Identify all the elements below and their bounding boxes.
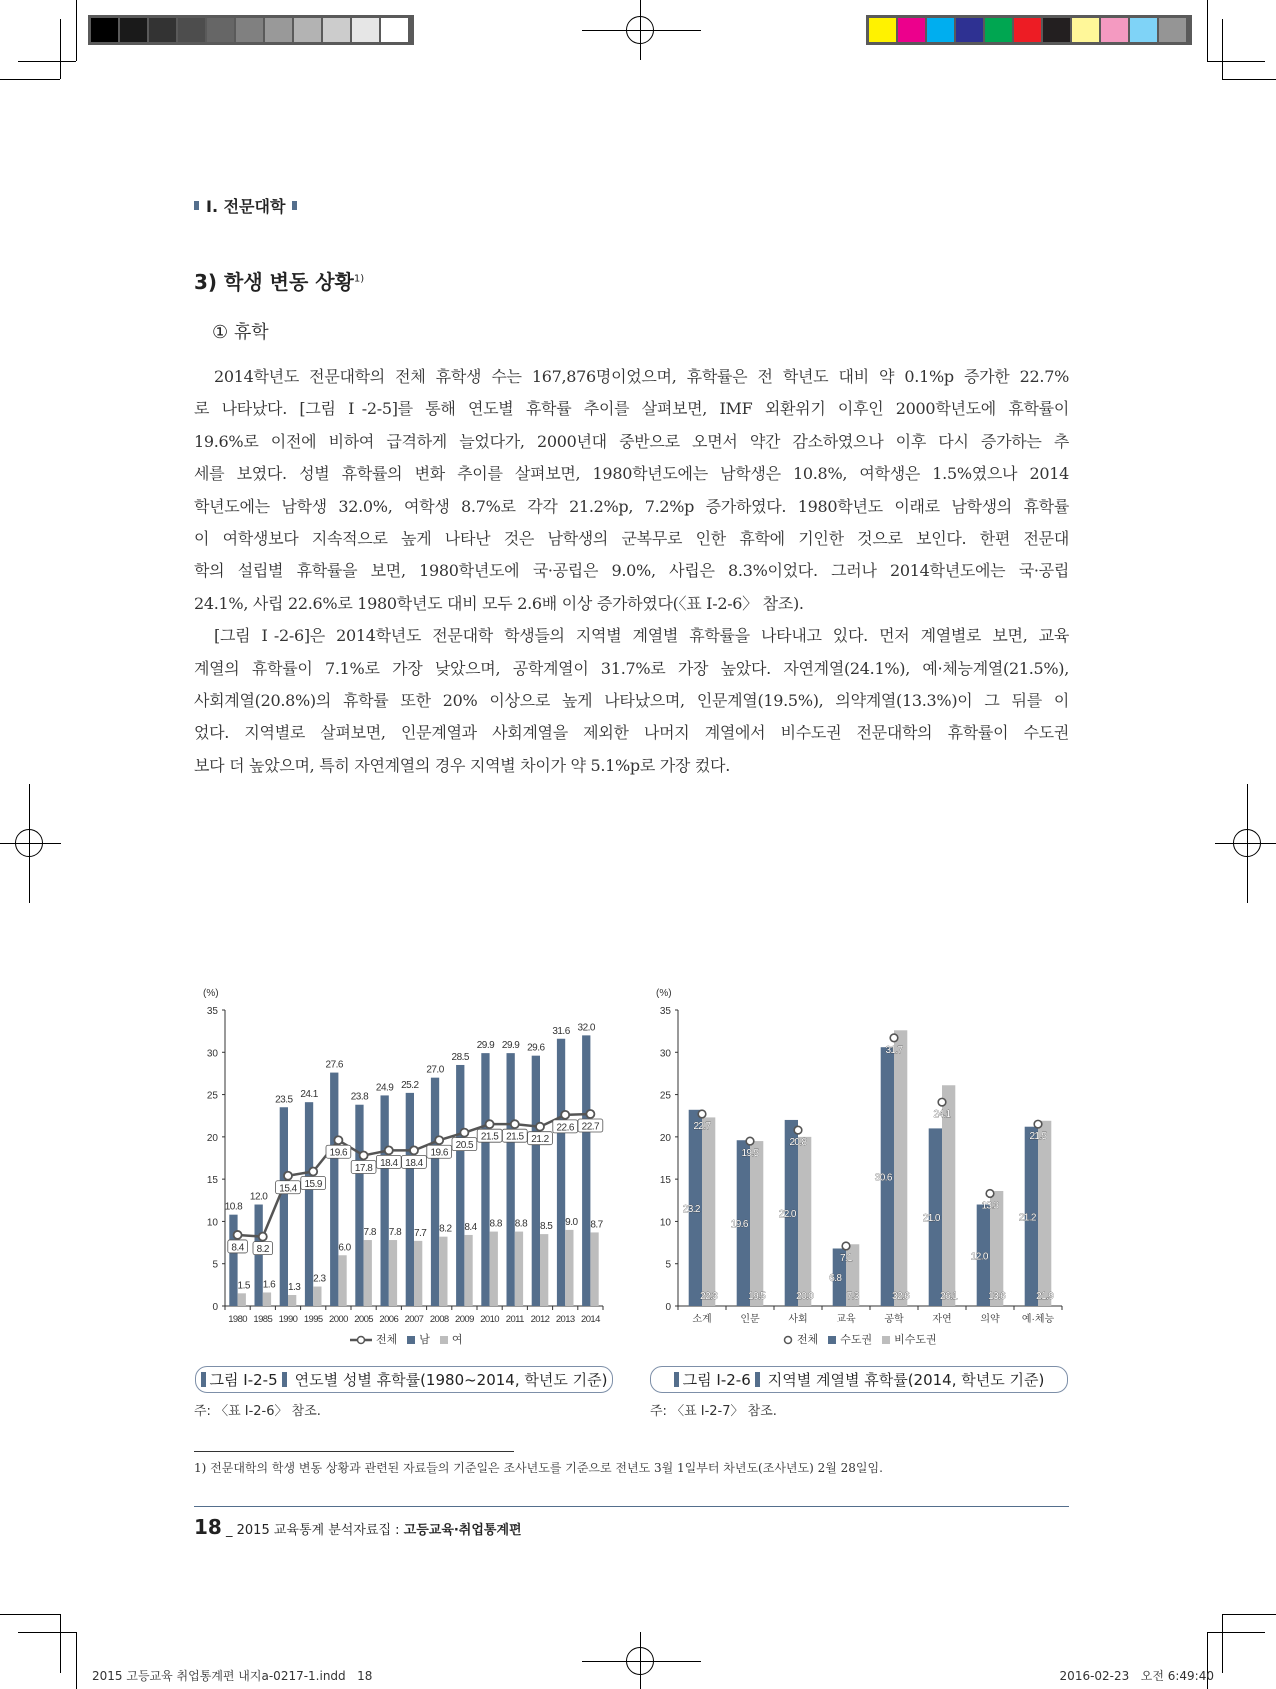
point-total [586, 1110, 594, 1118]
point-total [435, 1136, 443, 1144]
bar-male [557, 1039, 565, 1306]
x-tick-label: 2010 [480, 1314, 499, 1325]
data-label-male: 27.6 [325, 1059, 343, 1071]
data-label-noncapital: 21.9 [1036, 1291, 1054, 1303]
y-tick-label: 10 [206, 1217, 218, 1229]
figure-label: 그림 Ⅰ-2-5 [209, 1371, 278, 1389]
footnote-ref: 1) [353, 273, 365, 285]
bar-male [305, 1102, 313, 1306]
data-label-capital: 30.6 [874, 1172, 892, 1184]
heading-text: 3) 학생 변동 상황 [194, 270, 354, 294]
y-tick-label: 25 [659, 1090, 671, 1102]
data-label-total: 22.7 [581, 1121, 600, 1133]
data-label-capital: 22.0 [778, 1208, 796, 1220]
color-swatch [91, 18, 118, 42]
caption-marker-icon [201, 1372, 206, 1387]
bar-female [540, 1234, 548, 1306]
color-swatch [1159, 18, 1186, 42]
data-label-female: 8.8 [489, 1218, 502, 1230]
legend-item-noncapital: 비수도권 [882, 1331, 937, 1347]
data-label-female: 8.2 [439, 1223, 452, 1235]
paragraph-line: 19.6%로 이전에 비하여 급격하게 늘었다가, 2000년대 중반으로 오면서 약간 감소하였으나 이후 다시 증가하는 추 [194, 431, 1069, 451]
data-label-total: 22.6 [556, 1122, 574, 1134]
bar-female [565, 1230, 573, 1306]
y-axis-unit: (%) [203, 988, 219, 999]
book-title: 2015 교육통계 분석자료집 : [236, 1523, 404, 1538]
data-label-noncapital: 26.1 [940, 1291, 958, 1303]
data-label-noncapital: 7.3 [846, 1291, 859, 1303]
data-label-male: 27.0 [426, 1064, 444, 1076]
circle-marker-icon [783, 1335, 793, 1345]
body-text [194, 361, 1069, 782]
section-marker-icon [194, 201, 199, 210]
bar-male [456, 1065, 464, 1306]
x-tick-label: 소계 [692, 1314, 712, 1325]
paragraph-line: 이 여학생보다 지속적으로 높게 나타난 것은 남학생의 군복무로 인한 휴학에 기인한 것으로 보인다. 한편 전문대 [194, 528, 1069, 548]
data-label-male: 23.8 [350, 1091, 369, 1103]
data-label-total: 13.3 [981, 1200, 999, 1212]
x-tick-label: 1985 [253, 1314, 273, 1325]
point-total [698, 1110, 706, 1118]
bar-female [414, 1241, 422, 1306]
legend-item-total: 전체 [783, 1331, 818, 1347]
data-label-female: 7.7 [413, 1227, 427, 1239]
color-swatch [149, 18, 176, 42]
color-swatch [352, 18, 379, 42]
point-total [536, 1123, 544, 1131]
point-total [486, 1120, 494, 1128]
y-tick-label: 5 [212, 1259, 218, 1271]
print-slug-left: 2015 고등교육 취업통계편 내지a-0217-1.indd 18 [92, 1669, 373, 1683]
bar-female [364, 1240, 372, 1306]
data-label-capital: 21.2 [1018, 1212, 1036, 1224]
process-color-bar [866, 15, 1192, 45]
paragraph-line: 보다 더 높았으며, 특히 자연계열의 경우 지역별 차이가 약 5.1%p로 가장 컸다. [194, 755, 730, 775]
color-swatch [1014, 18, 1041, 42]
bar-male [406, 1093, 414, 1306]
data-label-male: 25.2 [401, 1079, 419, 1091]
point-total [794, 1126, 802, 1134]
x-tick-label: 공학 [884, 1314, 904, 1325]
caption-marker-icon [282, 1372, 287, 1387]
bar-male [355, 1105, 363, 1306]
color-swatch [869, 18, 896, 42]
x-tick-label: 2006 [379, 1314, 399, 1325]
color-swatch [381, 18, 408, 42]
data-label-male: 24.1 [300, 1089, 318, 1101]
y-axis-unit: (%) [656, 988, 672, 999]
x-tick-label: 2014 [581, 1314, 600, 1325]
legend-item-total: 전체 [350, 1331, 397, 1347]
bar-female [288, 1295, 296, 1306]
point-total [842, 1242, 850, 1250]
chart1-legend [350, 1331, 463, 1347]
bar-male [255, 1205, 263, 1306]
data-label-male: 10.8 [224, 1201, 243, 1213]
data-label-total: 18.4 [405, 1157, 423, 1169]
x-tick-label: 1980 [228, 1314, 247, 1325]
data-label-total: 15.9 [304, 1179, 322, 1191]
data-label-total: 31.7 [885, 1044, 903, 1056]
footnote-divider [194, 1451, 514, 1452]
chart-field-region-leave-rate [640, 980, 1080, 1330]
data-label-female: 1.6 [262, 1279, 276, 1291]
bar-noncapital [750, 1141, 763, 1306]
y-tick-label: 5 [665, 1259, 671, 1271]
y-tick-label: 35 [206, 1006, 218, 1017]
point-total [385, 1146, 393, 1154]
line-marker-icon [350, 1335, 372, 1345]
data-label-total: 21.2 [531, 1134, 549, 1146]
footer-separator: _ [225, 1523, 233, 1538]
y-tick-label: 15 [659, 1175, 671, 1187]
section-heading [194, 266, 364, 295]
data-label-male: 12.0 [249, 1191, 268, 1203]
point-total [360, 1151, 368, 1159]
x-tick-label: 교육 [836, 1314, 856, 1325]
footnote: 1) 전문대학의 학생 변동 상황과 관련된 자료들의 기준일은 조사년도를 기준으로 전년도 3월 1일부터 차년도(조사년도) 2월 28일임. [194, 1461, 883, 1475]
bar-female [464, 1235, 472, 1306]
point-total [561, 1111, 569, 1119]
bar-male [381, 1095, 389, 1306]
figure-caption-1 [195, 1366, 613, 1393]
bar-male [431, 1078, 439, 1306]
y-tick-label: 20 [206, 1132, 218, 1144]
color-swatch [120, 18, 147, 42]
color-swatch [1043, 18, 1070, 42]
x-tick-label: 2005 [354, 1314, 373, 1325]
data-label-noncapital: 13.6 [988, 1291, 1006, 1303]
data-label-total: 19.6 [430, 1147, 448, 1159]
point-total [938, 1098, 946, 1106]
bar-noncapital [1038, 1121, 1051, 1306]
data-label-total: 21.5 [480, 1131, 499, 1143]
caption-marker-icon [674, 1372, 679, 1387]
paragraph-line: 학년도에는 남학생 32.0%, 여학생 8.7%로 각각 21.2%p, 7.2%p 증가하였다. 1980학년도 이래로 남학생의 휴학률 [194, 496, 1069, 516]
data-label-total: 18.4 [380, 1157, 398, 1169]
color-swatch [265, 18, 292, 42]
x-tick-label: 의약 [980, 1314, 1000, 1325]
data-label-male: 29.6 [527, 1042, 545, 1054]
bar-female [313, 1287, 321, 1306]
data-label-total: 8.2 [256, 1244, 270, 1256]
data-label-female: 7.8 [388, 1227, 402, 1239]
point-total [511, 1120, 519, 1128]
data-label-female: 8.4 [464, 1221, 477, 1233]
data-label-female: 8.5 [539, 1221, 553, 1233]
paragraph-line: 학의 설립별 휴학률을 보면, 1980학년도에 국·공립은 9.0%, 사립은 8.3%이었다. 그러나 2014학년도에는 국·공립 [194, 561, 1069, 581]
data-label-male: 23.5 [275, 1094, 293, 1106]
book-subtitle: 고등교육·취업통계편 [403, 1523, 522, 1538]
data-label-total: 15.4 [279, 1183, 297, 1195]
bar-female [263, 1292, 271, 1306]
data-label-female: 2.3 [313, 1273, 326, 1285]
data-label-noncapital: 32.6 [892, 1291, 910, 1303]
y-tick-label: 0 [665, 1302, 671, 1313]
x-tick-label: 예·체능 [1021, 1314, 1055, 1325]
data-label-capital: 12.0 [970, 1251, 988, 1263]
bar-noncapital [894, 1030, 907, 1306]
y-tick-label: 0 [212, 1302, 218, 1313]
x-tick-label: 2009 [455, 1314, 474, 1325]
legend-item-female: 여 [440, 1331, 463, 1347]
bar-female [338, 1255, 346, 1306]
chart2-legend [783, 1331, 937, 1347]
paragraph-line: 24.1%, 사립 22.6%로 1980학년도 대비 모두 2.6배 이상 증가하였다(〈표 Ⅰ-2-6〉 참조). [194, 593, 804, 613]
data-label-noncapital: 20.0 [796, 1291, 814, 1303]
data-label-total: 19.6 [329, 1147, 348, 1159]
data-label-female: 1.5 [237, 1280, 250, 1292]
subheading: ① 휴학 [212, 322, 269, 343]
paragraph-line: 었다. 지역별로 살펴보면, 인문계열과 사회계열을 제외한 나머지 계열에서 비수도권 전문대학의 휴학률이 수도권 [194, 723, 1069, 743]
x-tick-label: 사회 [788, 1314, 808, 1325]
data-label-capital: 21.0 [922, 1213, 940, 1225]
data-label-female: 9.0 [565, 1216, 578, 1228]
point-total [1034, 1120, 1042, 1128]
data-label-male: 29.9 [501, 1040, 520, 1052]
color-swatch [236, 18, 263, 42]
figure-title: 지역별 계열별 휴학률(2014, 학년도 기준) [767, 1371, 1045, 1389]
caption-marker-icon [755, 1372, 760, 1387]
data-label-noncapital: 22.3 [700, 1291, 718, 1303]
figure-caption-2 [650, 1366, 1068, 1393]
x-tick-label: 자연 [932, 1314, 952, 1325]
chart-yearly-leave-rate [190, 980, 620, 1330]
section-marker-icon [292, 201, 297, 210]
data-label-female: 7.8 [363, 1227, 376, 1239]
point-total [309, 1168, 317, 1176]
y-tick-label: 35 [659, 1006, 671, 1017]
x-tick-label: 2008 [429, 1314, 449, 1325]
bar-female [389, 1240, 397, 1306]
y-tick-label: 25 [206, 1090, 218, 1102]
data-label-total: 8.4 [231, 1242, 244, 1254]
data-label-female: 8.7 [590, 1219, 603, 1231]
x-tick-label: 인문 [740, 1314, 760, 1325]
data-label-total: 19.5 [741, 1148, 759, 1160]
bar-male [507, 1053, 515, 1306]
color-swatch [1130, 18, 1157, 42]
data-label-female: 6.0 [338, 1242, 351, 1254]
x-tick-label: 1990 [278, 1314, 298, 1325]
y-tick-label: 15 [206, 1175, 218, 1187]
paragraph-line: 사회계열(20.8%)의 휴학률 또한 20% 이상으로 높게 나타났으며, 인문계열(19.5%), 의약계열(13.3%)이 그 뒤를 이 [194, 690, 1069, 710]
figure-note-2: 주: 〈표 Ⅰ-2-7〉 참조. [650, 1404, 777, 1419]
point-total [890, 1034, 898, 1042]
color-swatch [207, 18, 234, 42]
color-swatch [1072, 18, 1099, 42]
page-number: 18 [194, 1515, 222, 1539]
bar-noncapital [798, 1137, 811, 1306]
bar-female [590, 1232, 598, 1306]
data-label-male: 28.5 [451, 1051, 469, 1063]
x-tick-label: 2011 [505, 1314, 524, 1325]
bar-male [481, 1053, 489, 1306]
paragraph-line: 세를 보였다. 성별 휴학률의 변화 추이를 살펴보면, 1980학년도에는 남학생은 10.8%, 여학생은 1.5%였으나 2014 [194, 464, 1069, 484]
data-label-capital: 6.8 [829, 1273, 842, 1285]
color-swatch [956, 18, 983, 42]
data-label-total: 21.5 [1029, 1131, 1047, 1143]
x-tick-label: 2013 [555, 1314, 575, 1325]
x-tick-label: 2000 [329, 1314, 348, 1325]
point-total [410, 1146, 418, 1154]
data-label-male: 29.9 [476, 1040, 495, 1052]
point-total [334, 1136, 342, 1144]
x-tick-label: 2007 [404, 1314, 424, 1325]
paragraph-line: 계열의 휴학률이 7.1%로 가장 낮았으며, 공학계열이 31.7%로 가장 높았다. 자연계열(24.1%), 예·체능계열(21.5%), [194, 658, 1069, 678]
data-label-noncapital: 19.5 [748, 1291, 766, 1303]
paragraph-line: 2014학년도 전문대학의 전체 휴학생 수는 167,876명이었으며, 휴학률은 전 학년도 대비 약 0.1%p 증가한 22.7% [214, 367, 1069, 386]
bar-male [280, 1107, 288, 1306]
point-total [746, 1137, 754, 1145]
color-swatch [927, 18, 954, 42]
data-label-capital: 23.2 [682, 1203, 700, 1215]
figure-label: 그림 Ⅰ-2-6 [682, 1371, 751, 1389]
bar-male [330, 1073, 338, 1306]
data-label-male: 31.6 [552, 1025, 570, 1037]
data-label-total: 17.8 [354, 1162, 373, 1174]
figure-note-1: 주: 〈표 Ⅰ-2-6〉 참조. [194, 1404, 321, 1419]
point-total [986, 1190, 994, 1198]
print-slug-right: 2016-02-23 오전 6:49:40 [1059, 1669, 1214, 1683]
data-label-total: 21.5 [506, 1131, 524, 1143]
figure-title: 연도별 성별 휴학률(1980~2014, 학년도 기준) [294, 1371, 608, 1389]
data-label-total: 24.1 [933, 1109, 951, 1121]
color-swatch [323, 18, 350, 42]
color-swatch [294, 18, 321, 42]
data-label-total: 22.7 [693, 1121, 711, 1133]
legend-item-male: 남 [407, 1331, 430, 1347]
legend-item-capital: 수도권 [828, 1331, 872, 1347]
data-label-male: 24.9 [375, 1082, 394, 1094]
bar-male [229, 1215, 237, 1306]
y-tick-label: 30 [206, 1048, 218, 1060]
color-swatch [898, 18, 925, 42]
data-label-male: 32.0 [577, 1022, 595, 1034]
data-label-total: 20.8 [789, 1137, 807, 1149]
bar-noncapital [702, 1117, 715, 1306]
bar-female [490, 1232, 498, 1306]
paragraph-line: 로 나타났다. [그림 Ⅰ-2-5]를 통해 연도별 휴학률 추이를 살펴보면, IMF 외환위기 이후인 2000학년도에 휴학률이 [194, 399, 1069, 419]
point-total [460, 1129, 468, 1137]
footer-divider [194, 1506, 1069, 1507]
bar-female [439, 1237, 447, 1306]
bar-female [238, 1293, 246, 1306]
bar-female [515, 1232, 523, 1306]
page-footer [194, 1515, 522, 1539]
data-label-total: 20.5 [455, 1140, 474, 1152]
data-label-total: 7.1 [839, 1252, 853, 1264]
y-tick-label: 30 [659, 1048, 671, 1060]
point-total [259, 1233, 267, 1241]
paragraph-line: [그림 Ⅰ-2-6]은 2014학년도 전문대학 학생들의 지역별 계열별 휴학률을 나타내고 있다. 먼저 계열별로 보면, 교육 [214, 626, 1069, 646]
bar-male [582, 1035, 590, 1306]
grayscale-color-bar [88, 15, 414, 45]
y-tick-label: 20 [659, 1132, 671, 1144]
section-tag-label: I. 전문대학 [206, 197, 286, 216]
data-label-female: 1.3 [287, 1282, 301, 1294]
color-swatch [1101, 18, 1128, 42]
y-tick-label: 10 [659, 1217, 671, 1229]
point-total [234, 1231, 242, 1239]
section-tag [194, 194, 297, 217]
color-swatch [985, 18, 1012, 42]
x-tick-label: 1995 [303, 1314, 323, 1325]
x-tick-label: 2012 [530, 1314, 550, 1325]
bar-male [532, 1056, 540, 1306]
color-swatch [178, 18, 205, 42]
point-total [284, 1172, 292, 1180]
data-label-female: 8.8 [514, 1218, 528, 1230]
data-label-capital: 19.6 [730, 1219, 748, 1231]
